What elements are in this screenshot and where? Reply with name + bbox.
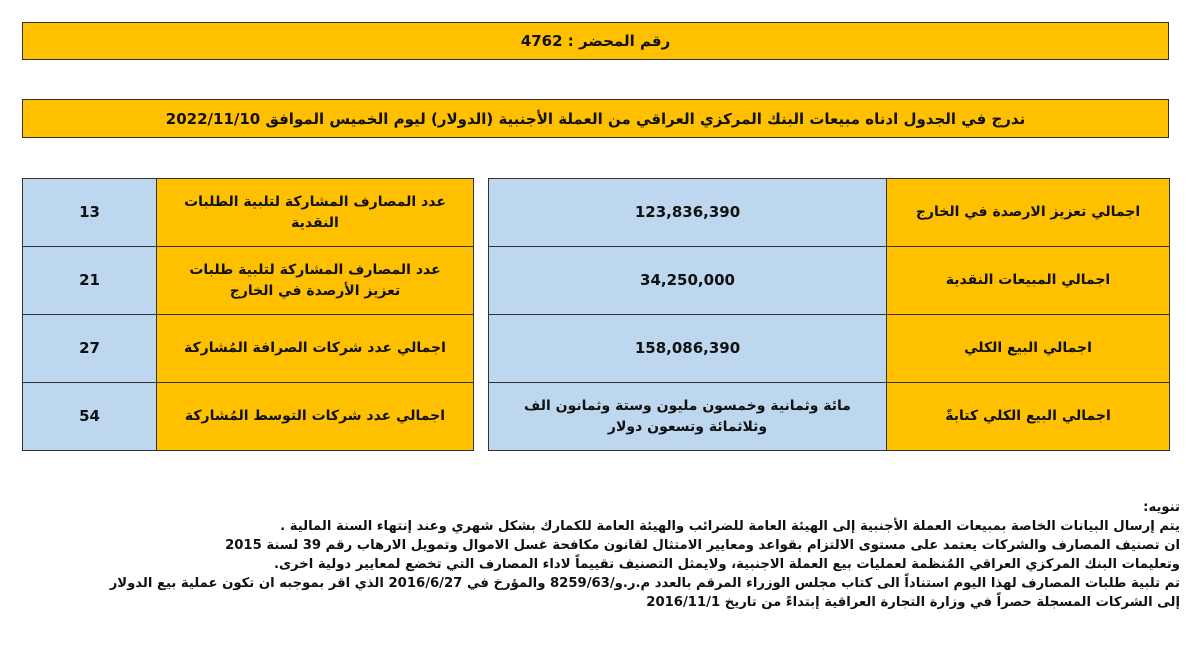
counts-label-cell: اجمالي عدد شركات التوسط المُشاركة: [157, 383, 474, 451]
note-line: تم تلبية طلبات المصارف لهذا اليوم استناداً الى كتاب مجلس الوزراء المرقم بالعدد م.ر.و/8259/63 والمؤرخ في 2016/6/27 الذي اقر بموجبه ان تكون عملية بيع الدولار: [109, 576, 1180, 591]
counts-value-cell: 27: [23, 315, 157, 383]
sales-value-cell: 158,086,390: [489, 315, 887, 383]
counts-table: [22, 178, 474, 451]
sales-label-cell: اجمالي البيع الكلي كتابةً: [887, 383, 1170, 451]
note-line: ان تصنيف المصارف والشركات يعتمد على مستوى الالتزام بقواعد ومعايير الامتثال لقانون مكافحة غسل الاموال وتمويل الارهاب رقم 39 لسنة 2015: [225, 538, 1180, 553]
note-line: وتعليمات البنك المركزي العراقي المُنظمة لعمليات بيع العملة الاجنبية، ولايمثل التصنيف تقييماً لاداء المصارف التي تخضع لمعايير دولية اخرى.: [273, 557, 1180, 572]
table-row: [489, 179, 1170, 247]
counts-value-cell: 13: [23, 179, 157, 247]
note-line: إلى الشركات المسجلة حصراً في وزارة التجارة العراقية إبتداءً من تاريخ 2016/11/1: [646, 595, 1180, 610]
table-row: [23, 179, 474, 247]
table-row: [23, 315, 474, 383]
record-number-bar: [22, 22, 1169, 60]
notes-title: تنويه:: [1143, 500, 1180, 515]
sales-table: [488, 178, 1170, 451]
sales-label-cell: اجمالي البيع الكلي: [887, 315, 1170, 383]
table-row: [489, 315, 1170, 383]
sales-label-cell: اجمالي تعزيز الارصدة في الخارج: [887, 179, 1170, 247]
counts-label-cell: اجمالي عدد شركات الصرافة المُشاركة: [157, 315, 474, 383]
notes-section: [15, 498, 1180, 612]
note-line: يتم إرسال البيانات الخاصة بمبيعات العملة الأجنبية إلى الهيئة العامة للضرائب والهيئة العامة للكمارك بشكل شهري وعند إنتهاء السنة المالية .: [280, 519, 1180, 534]
record-number: رقم المحضر : 4762: [520, 32, 671, 50]
counts-label-cell: عدد المصارف المشاركة لتلبية الطلبات النقدية: [157, 179, 474, 247]
counts-label-cell: عدد المصارف المشاركة لتلبية طلبات تعزيز الأرصدة في الخارج: [157, 247, 474, 315]
intro-bar: [22, 99, 1169, 138]
counts-value-cell: 54: [23, 383, 157, 451]
sales-value-cell: 123,836,390: [489, 179, 887, 247]
sales-value-cell: مائة وثمانية وخمسون مليون وستة وثمانون الف وثلاثمائة وتسعون دولار: [489, 383, 887, 451]
table-row: [23, 383, 474, 451]
table-row: [489, 383, 1170, 451]
table-row: [23, 247, 474, 315]
sales-value-cell: 34,250,000: [489, 247, 887, 315]
intro-text: ندرج في الجدول ادناه مبيعات البنك المركزي العراقي من العملة الأجنبية (الدولار) ليوم الخميس الموافق 2022/11/10: [165, 109, 1026, 128]
sales-label-cell: اجمالي المبيعات النقدية: [887, 247, 1170, 315]
table-row: [489, 247, 1170, 315]
counts-value-cell: 21: [23, 247, 157, 315]
